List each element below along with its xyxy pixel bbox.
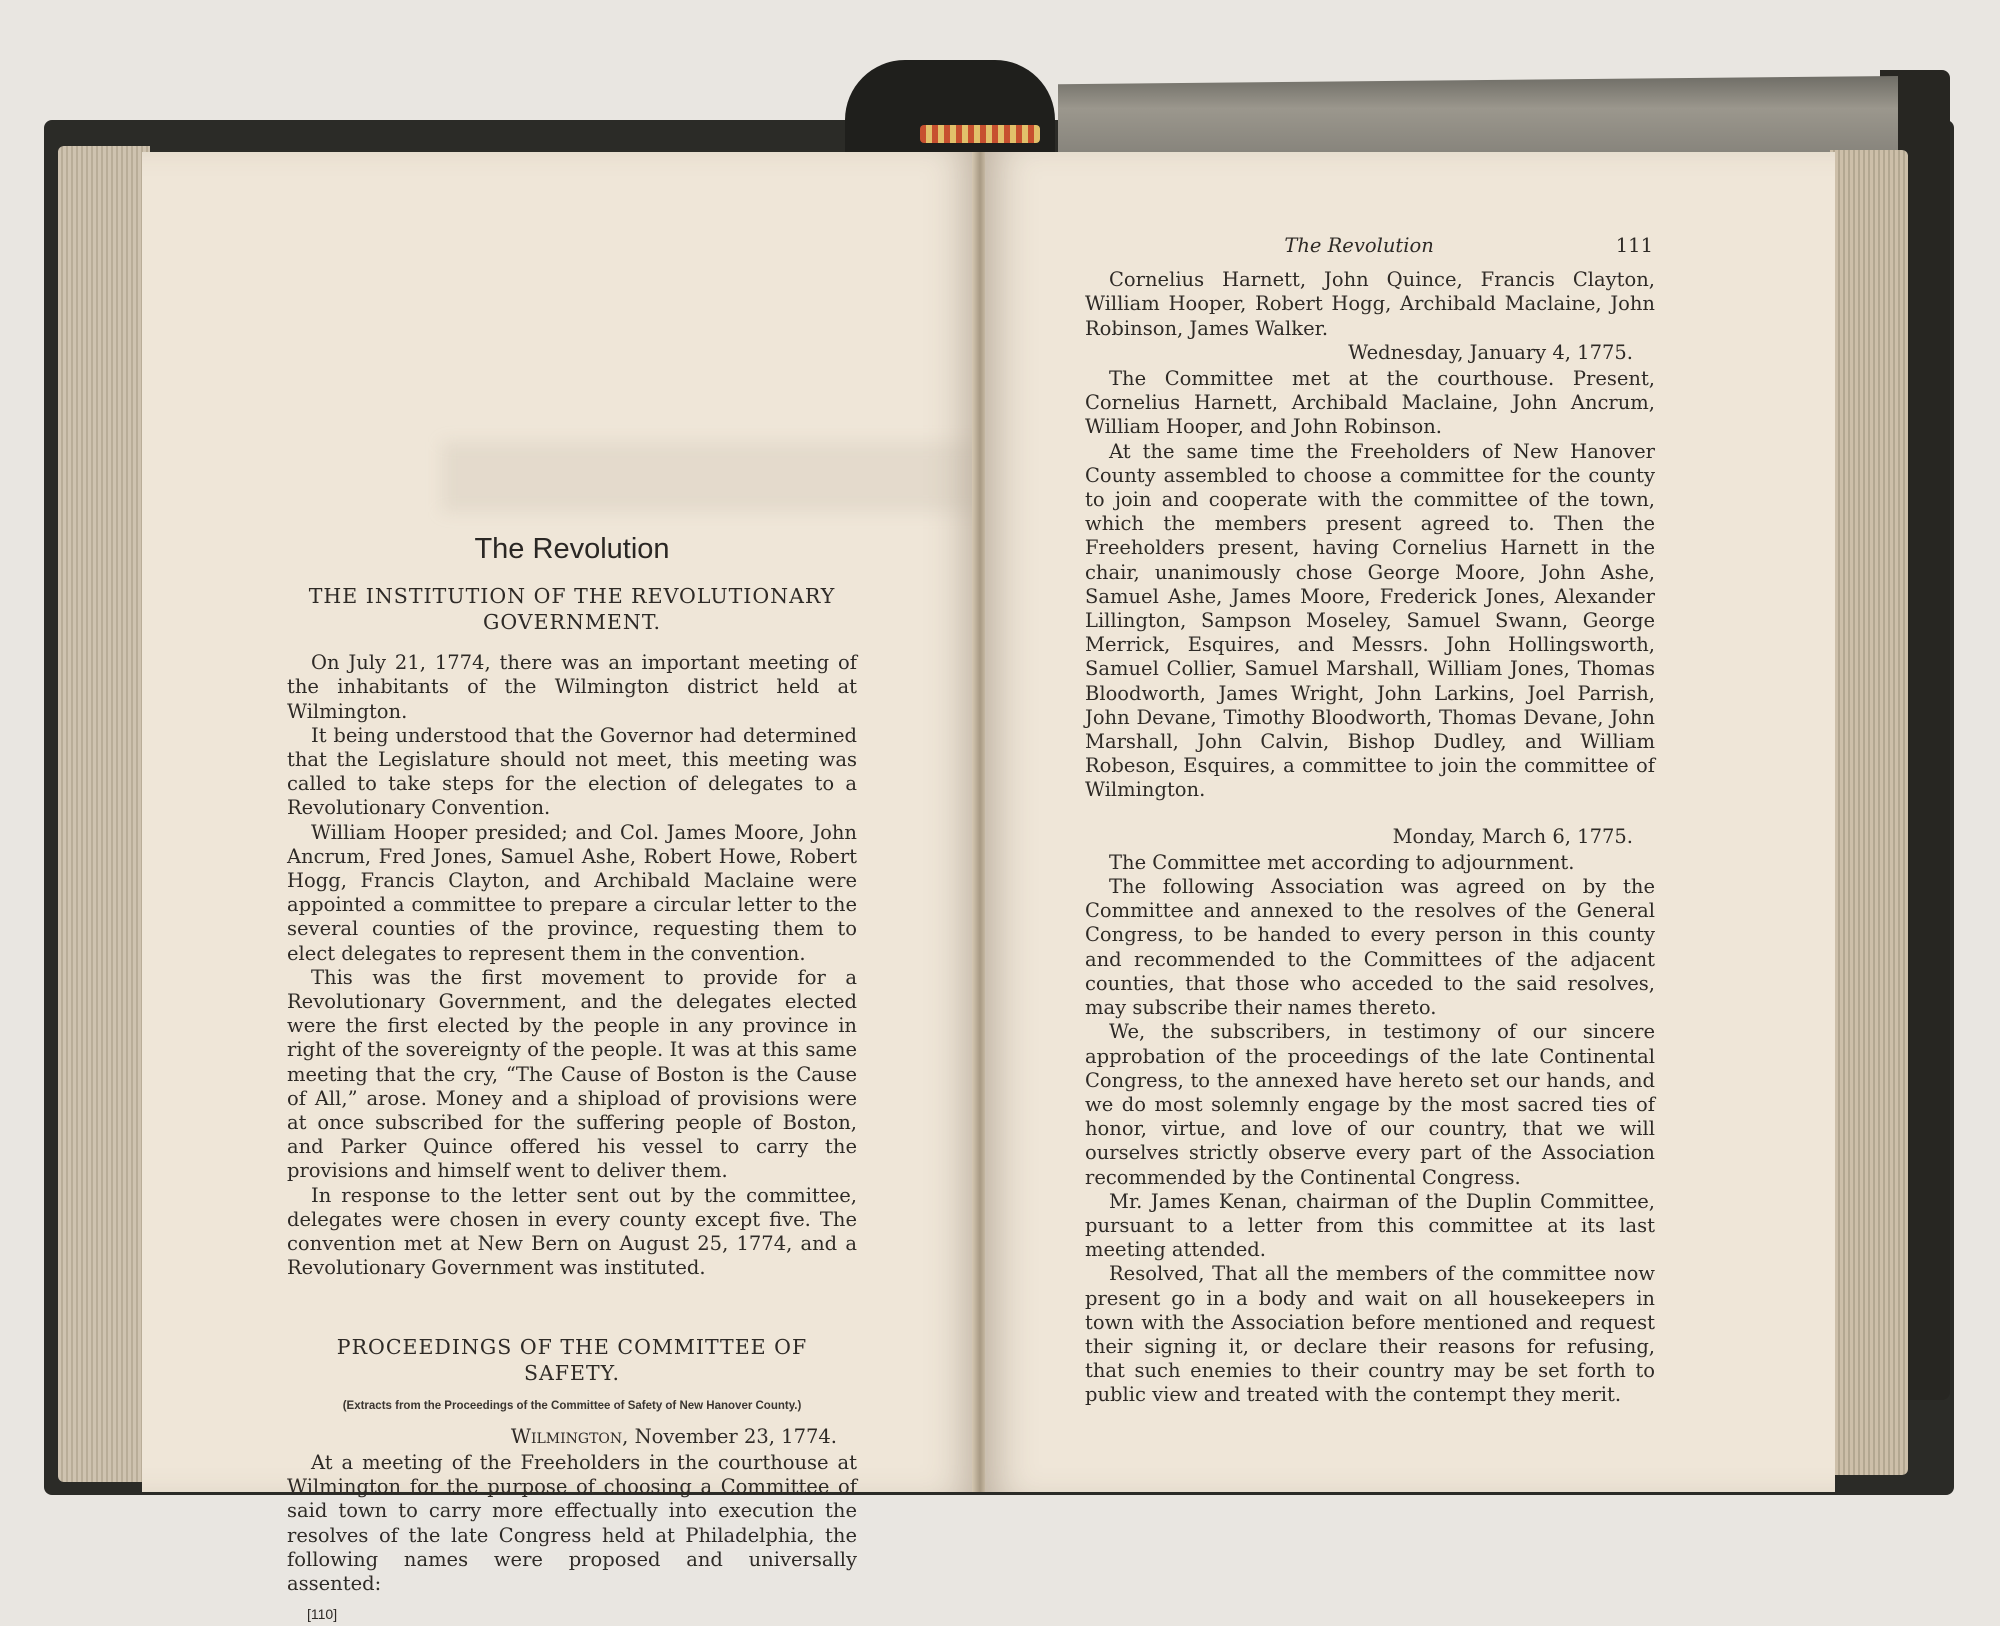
paragraph: Mr. James Kenan, chairman of the Duplin Committee, pursuant to a letter from this committee at its last meeting attended.	[1085, 1189, 1655, 1262]
paragraph: On July 21, 1774, there was an important meeting of the inhabitants of the Wilmington district held at Wilmington.	[287, 651, 857, 723]
section-heading: THE INSTITUTION OF THE REVOLUTIONARY GOVERNMENT.	[308, 584, 836, 635]
paragraph: In response to the letter sent out by the committee, delegates were chosen in every county except five. The convention met at New Bern on August 25, 1774, and a Revolutionary Government was instituted.	[287, 1183, 857, 1280]
paragraph: At a meeting of the Freeholders in the courthouse at Wilmington for the purpose of choosing a Committee of said town to carry more effectually into execution the resolves of the late Congress held at Philadelphia, the following names were proposed and universally assented:	[287, 1450, 857, 1595]
page-block-top-edge	[1058, 76, 1898, 158]
page-edges-left	[58, 146, 150, 1482]
dateline-place: Wilmington,	[510, 1424, 629, 1448]
paragraph: The Committee met according to adjournment.	[1109, 850, 1575, 874]
paragraph: The following Association was agreed on by the Committee and annexed to the resolves of the General Congress, to be handed to every person in this county and recommended to the Committees of the adjacent counties, that those who acceded to the said resolves, may subscribe their names thereto.	[1085, 875, 1655, 1020]
extract-note: (Extracts from the Proceedings of the Committee of Safety of New Hanover County.)	[342, 1400, 802, 1413]
paragraph: This was the first movement to provide for a Revolutionary Government, and the delegates elected were the first elected by the people in any province in right of the sovereignty of the people. It was at this same meeting that the cry, “The Cause of Boston is the Cause of All,” arose. Money and a shipload of provisions were at once subscribed for the suffering people of Boston, and Parker Quince offered his vessel to carry the provisions and himself went to deliver them.	[287, 965, 857, 1183]
paragraph: Cornelius Harnett, John Quince, Francis Clayton, William Hooper, Robert Hogg, Archibald Maclaine, John Robinson, James Walker.	[1085, 268, 1655, 340]
right-page	[985, 152, 1835, 1492]
running-head-title: The Revolution	[1284, 234, 1434, 257]
paragraph: It being understood that the Governor had determined that the Legislature should not meet, this meeting was called to take steps for the election of delegates to a Revolutionary Convention.	[287, 723, 857, 820]
paragraph: William Hooper presided; and Col. James Moore, John Ancrum, Fred Jones, Samuel Ashe, Robert Howe, Robert Hogg, Francis Clayton, and Archibald Maclaine were appointed a committee to prepare a circular letter to the several counties of the province, requesting them to elect delegates to represent them in the convention.	[287, 820, 857, 965]
chapter-title: The Revolution	[474, 533, 670, 565]
page-number: [110]	[307, 1606, 338, 1623]
left-page-text	[287, 377, 857, 1626]
left-page	[142, 152, 977, 1623]
dateline-date: November 23, 1774.	[634, 1424, 837, 1448]
right-page-text	[1085, 234, 1655, 1408]
paragraph: At the same time the Freeholders of New Hanover County assembled to choose a committee for the county to join and cooperate with the committee of the town, which the members present agreed to. Then the Freeholders present, having Cornelius Harnett in the chair, unanimously chose George Moore, John Ashe, Samuel Ashe, James Moore, Frederick Jones, Alexander Lillington, Sampson Moseley, Samuel Swann, George Merrick, Esquires, and Messrs. John Hollingsworth, Samuel Collier, Samuel Marshall, William Jones, Thomas Bloodworth, James Wright, John Larkins, Joel Parrish, John Devane, Timothy Bloodworth, Thomas Devane, John Marshall, John Calvin, Bishop Dudley, and William Robeson, Esquires, a committee to join the committee of Wilmington.	[1085, 439, 1655, 802]
running-head	[1085, 234, 1655, 258]
paragraph: The Committee met at the courthouse. Present, Cornelius Harnett, Archibald Maclaine, John Ancrum, William Hooper, and John Robinson.	[1085, 367, 1655, 439]
paragraph: Resolved, That all the members of the committee now present go in a body and wait on all housekeepers in town with the Association before mentioned and request their signing it, or declare their reasons for refusing, that such enemies to their country may be set forth to public view and treated with the contempt they merit.	[1085, 1262, 1655, 1407]
section-heading-2: PROCEEDINGS OF THE COMMITTEE OF SAFETY.	[336, 1335, 808, 1386]
dateline	[287, 1425, 837, 1449]
spacer	[1085, 803, 1655, 825]
page-number: 111	[1615, 234, 1653, 257]
dateline: Wednesday, January 4, 1775.	[1348, 340, 1633, 364]
ribbon-bookmark	[920, 125, 1040, 143]
paragraph: We, the subscribers, in testimony of our sincere approbation of the proceedings of the late Continental Congress, to the annexed have hereto set our hands, and we do most solemnly engage by the most sacred ties of honor, virtue, and love of our country, that we will ourselves strictly observe every part of the Association recommended by the Continental Congress.	[1085, 1020, 1655, 1189]
dateline: Monday, March 6, 1775.	[1392, 824, 1633, 848]
page-edges-right	[1830, 150, 1908, 1475]
